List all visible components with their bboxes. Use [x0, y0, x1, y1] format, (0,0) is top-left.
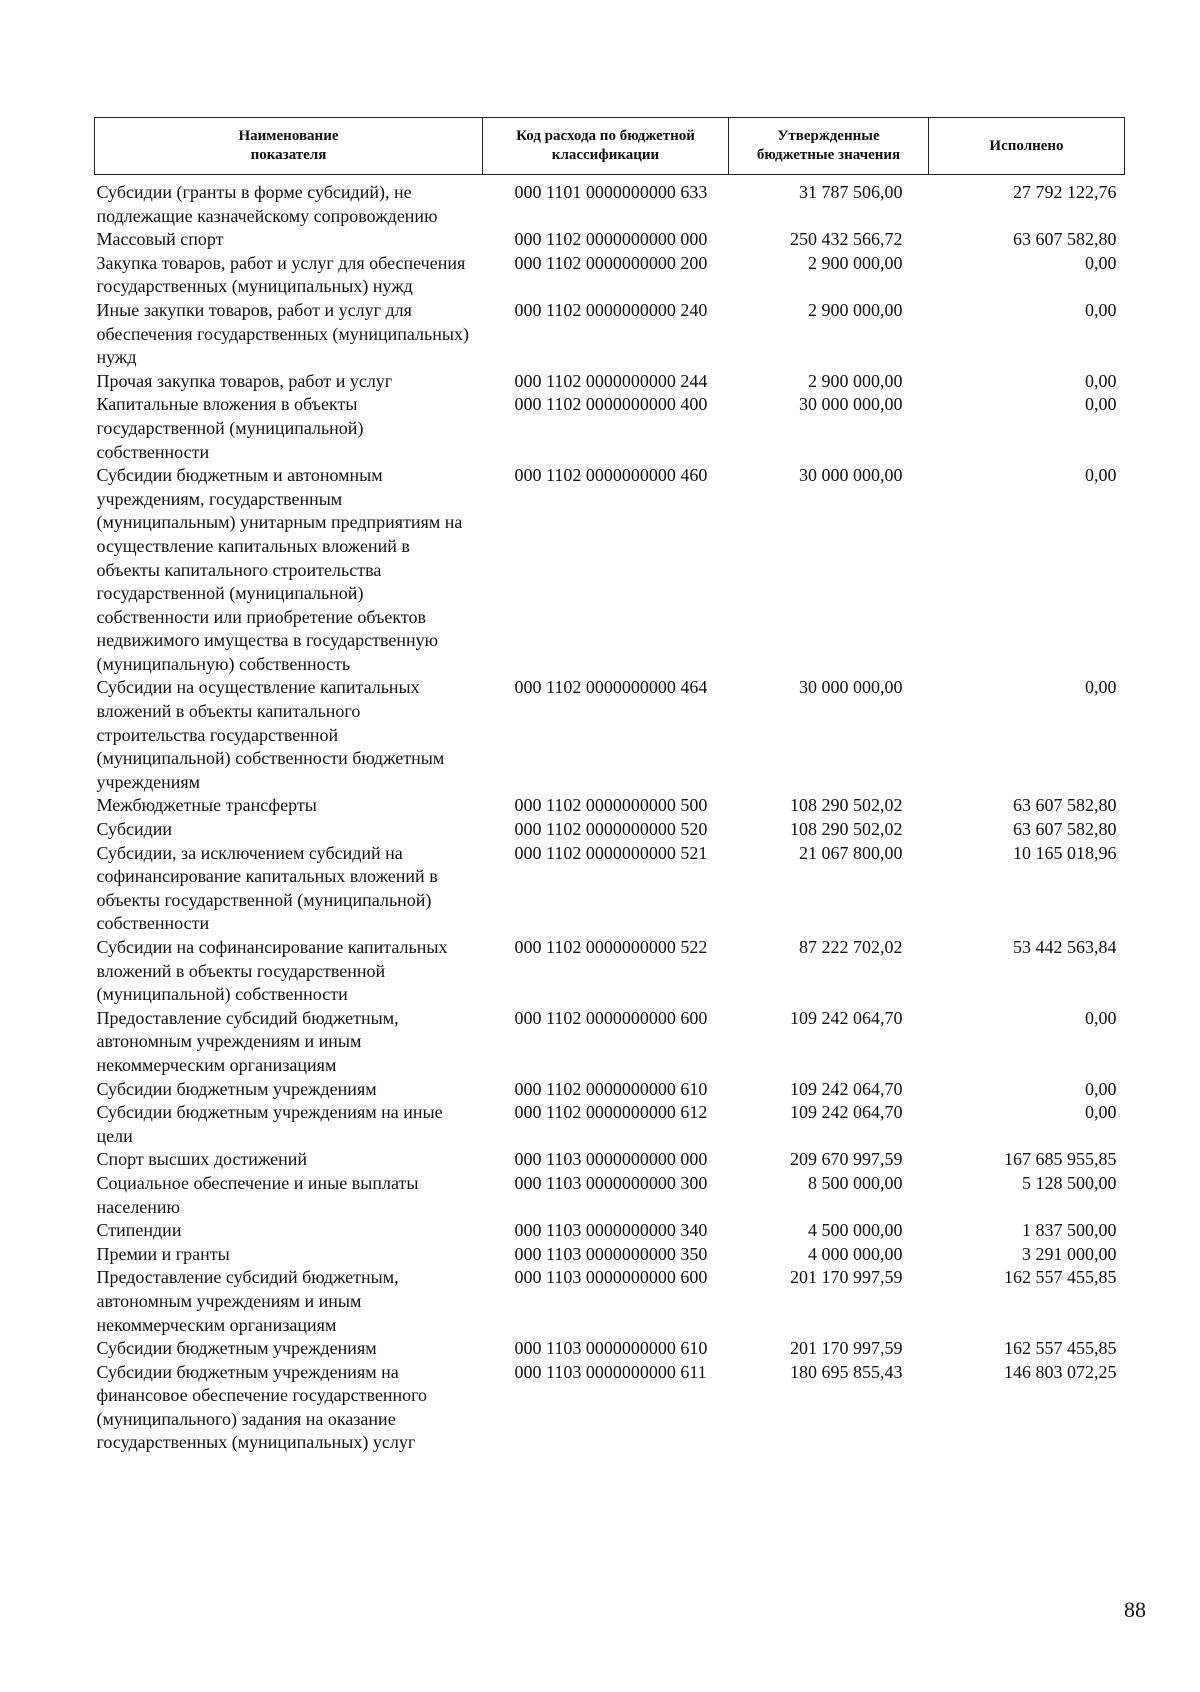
row-done-cell: 0,00 [1085, 299, 1117, 320]
row-approved-cell: 180 695 855,43 [790, 1361, 903, 1382]
row-name-cell: Субсидии на осуществление капитальных вложений в объекты капитального строительства государственной (муниципальной) собственности бюджетным учреждениям [96, 677, 445, 792]
row-code-cell: 000 1102 0000000000 521 [514, 842, 708, 863]
row-code-cell: 000 1103 0000000000 610 [514, 1338, 708, 1359]
table-row [95, 1219, 1125, 1243]
row-done-cell: 0,00 [1085, 252, 1117, 273]
row-name-cell: Субсидии бюджетным учреждениям [96, 1078, 377, 1099]
row-name-cell: Спорт высших достижений [96, 1149, 308, 1170]
row-approved-cell: 2 900 000,00 [808, 299, 903, 320]
row-name-cell: Капитальные вложения в объекты государственной (муниципальной) собственности [96, 394, 364, 462]
row-name-cell: Субсидии бюджетным учреждениям [96, 1338, 377, 1359]
row-done-cell: 63 607 582,80 [1013, 229, 1117, 250]
row-done-cell: 162 557 455,85 [1004, 1338, 1117, 1359]
row-code-cell: 000 1102 0000000000 610 [514, 1078, 708, 1099]
table-row [95, 1243, 1125, 1267]
row-approved-cell: 87 222 702,02 [799, 937, 903, 957]
table-header [95, 118, 1125, 175]
row-code-cell: 000 1102 0000000000 000 [514, 229, 708, 250]
row-code-cell: 000 1103 0000000000 340 [514, 1220, 708, 1241]
table-row [95, 175, 1125, 229]
row-name-cell: Субсидии [96, 819, 173, 840]
row-name-cell: Субсидии бюджетным и автономным учреждениям, государственным (муниципальным) унитарным предприятиям на осуществление капитальных вложений в объекты капитального строительства государственной (муниципальной) собственности или приобретение объектов недвижимого имущества в государственную (муниципальную) собственность [96, 465, 463, 674]
row-approved-cell: 2 900 000,00 [808, 252, 903, 273]
row-done-cell: 167 685 955,85 [1004, 1149, 1117, 1170]
row-name-cell: Предоставление субсидий бюджетным, автономным учреждениям и иным некоммерческим организациям [96, 1267, 399, 1335]
table-row [95, 1078, 1125, 1102]
row-approved-cell: 4 000 000,00 [808, 1243, 903, 1264]
row-code-cell: 000 1102 0000000000 460 [514, 465, 708, 486]
row-approved-cell: 30 000 000,00 [799, 465, 903, 486]
table-row [95, 936, 1125, 1007]
row-approved-cell: 4 500 000,00 [808, 1220, 903, 1241]
row-done-cell: 0,00 [1085, 677, 1117, 698]
header-name: Наименование показателя [95, 118, 483, 175]
row-code-cell: 000 1102 0000000000 400 [514, 394, 708, 415]
table-body [95, 175, 1125, 1456]
table-row [95, 1337, 1125, 1361]
row-code-cell: 000 1102 0000000000 520 [514, 819, 708, 840]
row-name-cell: Межбюджетные трансферты [96, 795, 317, 816]
budget-execution-table [94, 117, 1125, 1455]
row-approved-cell: 30 000 000,00 [799, 394, 903, 415]
row-name-cell: Социальное обеспечение и иные выплаты населению [96, 1172, 419, 1217]
table-row [95, 1361, 1125, 1455]
row-code-cell: 000 1102 0000000000 240 [514, 299, 708, 320]
page-number: 88 [1124, 1597, 1146, 1622]
row-name-cell: Предоставление субсидий бюджетным, автономным учреждениям и иным некоммерческим организациям [96, 1007, 399, 1075]
header-code: Код расхода по бюджетной классификации [483, 118, 729, 175]
row-approved-cell: 108 290 502,02 [790, 819, 903, 840]
row-approved-cell: 109 242 064,70 [790, 1102, 903, 1123]
row-name-cell: Закупка товаров, работ и услуг для обеспечения государственных (муниципальных) нужд [96, 252, 466, 297]
row-name-cell: Прочая закупка товаров, работ и услуг [96, 370, 393, 391]
row-done-cell: 0,00 [1085, 394, 1117, 415]
row-approved-cell: 31 787 506,00 [799, 182, 903, 202]
row-code-cell: 000 1103 0000000000 350 [514, 1243, 708, 1264]
row-code-cell: 000 1103 0000000000 600 [514, 1267, 708, 1288]
row-code-cell: 000 1102 0000000000 200 [514, 252, 708, 273]
row-done-cell: 0,00 [1085, 1102, 1117, 1123]
table-row [95, 228, 1125, 252]
row-name-cell: Субсидии (гранты в форме субсидий), не подлежащие казначейскому сопровождению [96, 182, 438, 226]
row-approved-cell: 109 242 064,70 [790, 1078, 903, 1099]
row-done-cell: 1 837 500,00 [1022, 1220, 1117, 1241]
row-done-cell: 0,00 [1085, 1007, 1117, 1028]
row-code-cell: 000 1102 0000000000 600 [514, 1007, 708, 1028]
row-code-cell: 000 1103 0000000000 611 [514, 1361, 707, 1382]
row-done-cell: 3 291 000,00 [1022, 1243, 1117, 1264]
row-name-cell: Субсидии бюджетным учреждениям на иные цели [96, 1102, 443, 1146]
row-done-cell: 63 607 582,80 [1013, 795, 1117, 816]
row-code-cell: 000 1103 0000000000 300 [514, 1172, 708, 1193]
table-row [95, 1101, 1125, 1148]
row-approved-cell: 250 432 566,72 [790, 229, 903, 250]
table-row [95, 818, 1125, 842]
row-code-cell: 000 1102 0000000000 612 [514, 1102, 708, 1123]
row-done-cell: 162 557 455,85 [1004, 1267, 1117, 1288]
row-done-cell: 0,00 [1085, 1078, 1117, 1099]
row-done-cell: 5 128 500,00 [1022, 1172, 1117, 1193]
row-approved-cell: 21 067 800,00 [799, 842, 903, 863]
row-approved-cell: 201 170 997,59 [790, 1267, 903, 1288]
table-row [95, 794, 1125, 818]
table-row [95, 464, 1125, 676]
row-name-cell: Иные закупки товаров, работ и услуг для обеспечения государственных (муниципальных) нужд [96, 299, 469, 368]
row-done-cell: 53 442 563,84 [1013, 937, 1117, 957]
row-code-cell: 000 1103 0000000000 000 [514, 1149, 708, 1170]
row-code-cell: 000 1101 0000000000 633 [514, 182, 708, 202]
row-approved-cell: 109 242 064,70 [790, 1007, 903, 1028]
table-row [95, 299, 1125, 370]
row-done-cell: 0,00 [1085, 370, 1117, 391]
table-row [95, 252, 1125, 299]
table-row [95, 842, 1125, 936]
row-done-cell: 27 792 122,76 [1013, 182, 1117, 202]
row-approved-cell: 2 900 000,00 [808, 370, 903, 391]
row-approved-cell: 201 170 997,59 [790, 1338, 903, 1359]
row-done-cell: 63 607 582,80 [1013, 819, 1117, 840]
row-approved-cell: 209 670 997,59 [790, 1149, 903, 1170]
row-name-cell: Массовый спорт [96, 229, 224, 250]
row-name-cell: Субсидии на софинансирование капитальных вложений в объекты государственной (муниципальной) собственности [96, 937, 448, 1005]
row-code-cell: 000 1102 0000000000 522 [514, 937, 708, 957]
table-row [95, 1266, 1125, 1337]
row-approved-cell: 108 290 502,02 [790, 795, 903, 816]
table-row [95, 1172, 1125, 1219]
row-code-cell: 000 1102 0000000000 244 [514, 370, 708, 391]
table-row [95, 676, 1125, 794]
header-done: Исполнено [929, 118, 1125, 175]
table-row [95, 393, 1125, 464]
row-name-cell: Премии и гранты [96, 1243, 230, 1264]
table-row [95, 1007, 1125, 1078]
table-row [95, 1148, 1125, 1172]
row-name-cell: Стипендии [96, 1220, 182, 1241]
row-approved-cell: 30 000 000,00 [799, 677, 903, 698]
table-row [95, 370, 1125, 394]
row-done-cell: 146 803 072,25 [1004, 1361, 1117, 1382]
header-approved: Утвержденные бюджетные значения [729, 118, 929, 175]
row-done-cell: 10 165 018,96 [1013, 842, 1117, 863]
row-name-cell: Субсидии, за исключением субсидий на софинансирование капитальных вложений в объекты государственной (муниципальной) собственности [96, 842, 438, 934]
row-code-cell: 000 1102 0000000000 500 [514, 795, 708, 816]
row-approved-cell: 8 500 000,00 [808, 1172, 903, 1193]
row-done-cell: 0,00 [1085, 465, 1117, 486]
row-code-cell: 000 1102 0000000000 464 [514, 677, 708, 698]
row-name-cell: Субсидии бюджетным учреждениям на финансовое обеспечение государственного (муниципального) задания на оказание государственных (муниципальных) услуг [96, 1361, 428, 1453]
